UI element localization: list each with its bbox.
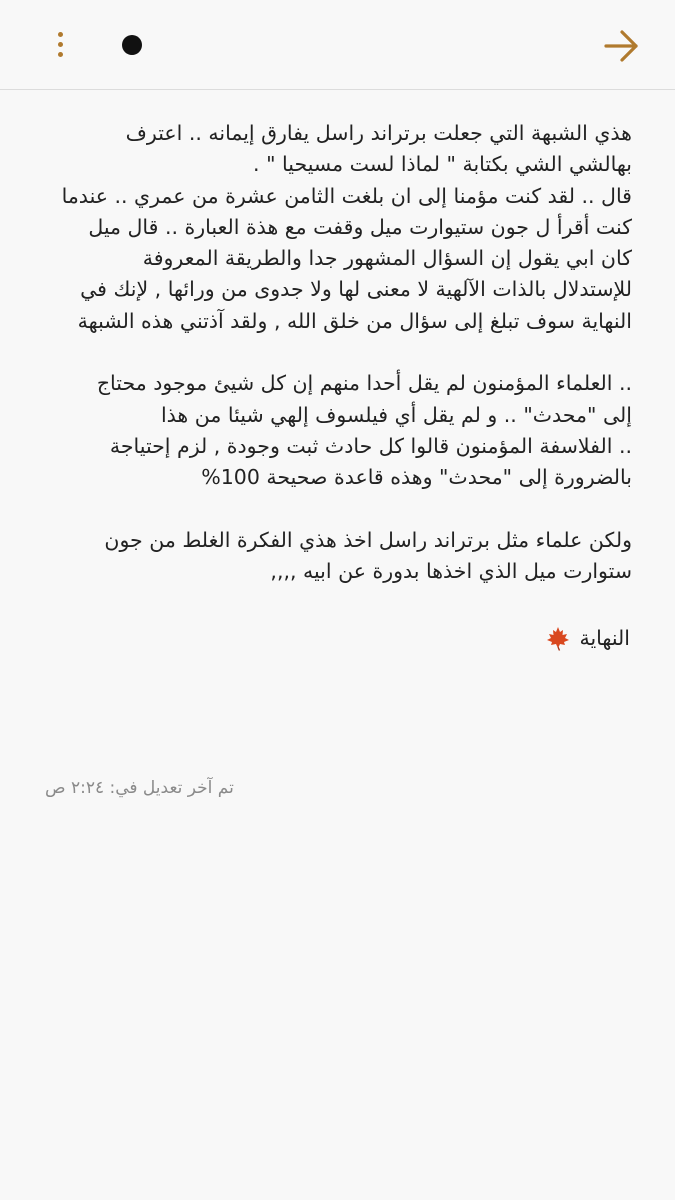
more-vert-icon-dot [58,32,63,37]
back-button[interactable] [600,24,644,68]
dot-icon [122,35,142,55]
note-line: إلى "محدث" .. و لم يقل أي فيلسوف إلهي شيئا من هذا [160,402,632,427]
more-vert-icon-dot [58,52,63,57]
note-line: كنت أقرأ ل جون ستيوارت ميل وقفت مع هذة العبارة .. قال ميل [88,214,632,239]
note-ending [545,625,630,651]
note-line: .. الفلاسفة المؤمنون قالوا كل حادث ثبت وجودة , لزم إحتياجة [109,433,632,458]
more-vert-icon-dot [58,42,63,47]
ending-text: النهاية [579,626,630,650]
note-line: .. العلماء المؤمنون لم يقل أحدا منهم إن كل شيئ موجود محتاج [96,371,632,396]
note-line [40,494,632,525]
note-line: ستوارت ميل الذي اخذها بدورة عن ابيه ,,,, [270,559,632,584]
more-options-button[interactable] [44,20,76,68]
note-line: كان ابي يقول إن السؤال المشهور جدا والطريقة المعروفة [142,246,632,271]
note-line: للإستدلال بالذات الآلهية لا معنى لها ولا جدوى من ورائها , لإنك في [80,277,632,302]
last-modified-text: تم آخر تعديل في: ٢:٢٤ ص [45,778,234,798]
note-line: ولكن علماء مثل برتراند راسل اخذ هذي الفكرة الغلط من جون [104,527,632,552]
note-line: بالضرورة إلى "محدث" وهذه قاعدة صحيحة 100% [201,465,632,490]
top-toolbar [0,0,675,90]
note-line: بهالشي الشي بكتابة " لماذا لست مسيحيا " . [253,152,632,177]
note-line: هذي الشبهة التي جعلت برتراند راسل يفارق إيمانه .. اعترف [125,121,632,145]
arrow-right-icon [600,24,644,68]
note-line: النهاية سوف تبلغ إلى سؤال من خلق الله , ولقد آذتني هذه الشبهة [77,308,632,333]
note-line: قال .. لقد كنت مؤمنا إلى ان بلغت الثامن عشرة من عمري .. عندما [61,183,632,208]
note-body[interactable] [40,118,632,587]
note-line [40,337,632,368]
maple-leaf-icon [545,625,571,651]
